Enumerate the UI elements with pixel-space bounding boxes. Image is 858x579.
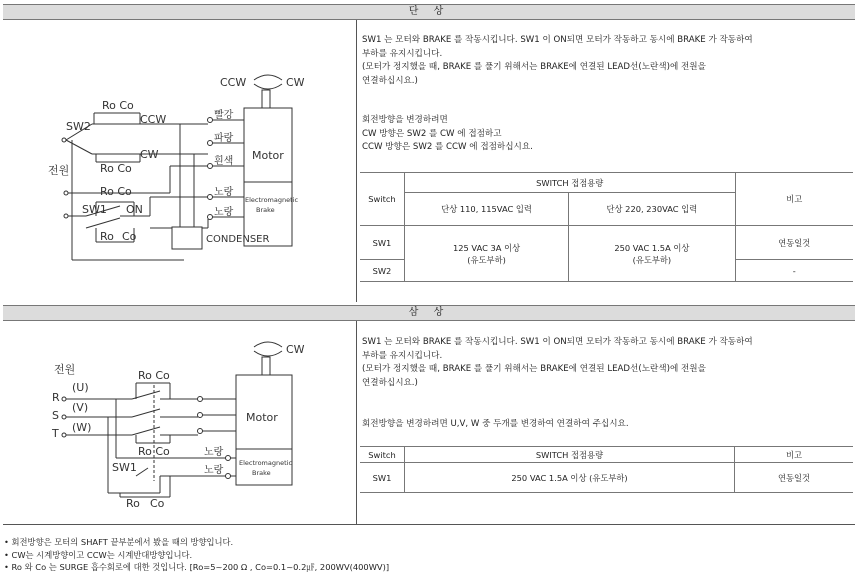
single-description: SW1 는 모터와 BRAKE 를 작동시킵니다. SW1 이 ON되면 모터가 작동하고 동시에 BRAKE 가 작동하여 부하를 유지시킵니다. (모터가 정지했을 때, BRAKE 를 풀기 위해서는 BRAKE에 연결된 LEAD선(노란색)에 전원을 연결하십시요.) (362, 35, 753, 86)
roco-label-3p: Ro Co (138, 369, 170, 382)
sw1-label: SW1 (82, 203, 107, 216)
yellow-label-3p-2: 노랑 (204, 465, 224, 476)
u-label: (U) (72, 381, 89, 394)
power-label-3p: 전원 (54, 363, 76, 376)
cw-label: CW (286, 76, 305, 89)
roco-label-3: Ro Co (100, 185, 132, 198)
motor-label-3p: Motor (246, 411, 278, 424)
note-1: • 회전방향은 모터의 SHAFT 끝부분에서 봤을 때의 방향입니다. (4, 537, 234, 547)
roco-label-3p-2: Ro Co (138, 445, 170, 458)
note-2: • CW는 시계방향이고 CCW는 시계반대방향입니다. (4, 549, 193, 560)
sw2-label: SW2 (66, 120, 91, 133)
sw1-label-3p: SW1 (112, 461, 137, 474)
section-divider-2 (356, 321, 357, 524)
ro-label: Ro (100, 230, 114, 243)
red-label: 빨강 (214, 110, 234, 121)
co-label-3p: Co (150, 497, 165, 510)
single-phase-wiring-diagram (0, 20, 356, 302)
cw-contact-label: CW (140, 148, 159, 161)
brake-label-1: Electromagnetic (245, 196, 299, 204)
roco-label-2: Ro Co (100, 162, 132, 175)
three-phase-wiring-diagram (0, 321, 356, 521)
yellow-label-2: 노랑 (214, 207, 234, 218)
single-phase-header: 단 상 (3, 4, 855, 20)
brake-label-2: Brake (256, 206, 275, 214)
section-divider (356, 20, 357, 302)
brake-label-3p-1: Electromagnetic (239, 459, 293, 467)
sw1-capacity-220: 250 VAC 1.5A 이상 (유도부하) (569, 226, 735, 282)
v-label: (V) (72, 401, 89, 414)
single-switch-table: Switch SWITCH 접점용량 비고 단상 110, 115VAC 입력 단상 220, 230VAC 입력 SW1 125 VAC 3A 이상 (유도부하) 250 VAC 1.5A 이상 (유도부하) 연동일것 SW2 - (360, 172, 853, 282)
s-label: S (52, 409, 59, 422)
sw1-capacity-110: 125 VAC 3A 이상 (유도부하) (404, 226, 568, 282)
motor-label: Motor (252, 149, 284, 162)
power-label: 전원 (48, 164, 70, 177)
ccw-label: CCW (220, 76, 247, 89)
three-direction-text: 회전방향을 변경하려면 U,V, W 중 두개를 변경하여 연결하여 주십시요. (362, 419, 629, 429)
blue-label: 파랑 (214, 133, 234, 144)
t-label: T (52, 427, 59, 440)
bottom-rule (3, 524, 855, 525)
single-direction-text: 회전방향을 변경하려면 CW 방향은 SW2 를 CW 에 접점하고 CCW 방향은 SW2 를 CCW 에 접점하십시요. (362, 115, 533, 153)
ccw-contact-label: CCW (140, 113, 167, 126)
three-description: SW1 는 모터와 BRAKE 를 작동시킵니다. SW1 이 ON되면 모터가 작동하고 동시에 BRAKE 가 작동하여 부하를 유지시킵니다. (모터가 정지했을 때, BRAKE 를 풀기 위해서는 BRAKE에 연결된 LEAD선(노란색)에 전원을 연결하십시요.) (362, 337, 753, 388)
cw-label-3p: CW (286, 343, 305, 356)
on-label: ON (126, 203, 143, 216)
condenser-label: CONDENSER (206, 234, 270, 245)
note-3: • Ro 와 Co 는 SURGE 흡수회로에 대한 것입니다. [Ro=5~200 Ω , Co=0.1~0.2㎌, 200WV(400WV)] (4, 562, 390, 573)
roco-label: Ro Co (102, 99, 134, 112)
three-switch-table: Switch SWITCH 접점용량 비고 SW1 250 VAC 1.5A 이상 (유도부하) 연동일것 (360, 446, 853, 493)
yellow-label-1: 노랑 (214, 187, 234, 198)
yellow-label-3p-1: 노랑 (204, 447, 224, 458)
w-label: (W) (72, 421, 92, 434)
three-phase-header: 삼 상 (3, 305, 855, 321)
ro-label-3p: Ro (126, 497, 140, 510)
co-label: Co (122, 230, 137, 243)
white-label: 흰색 (214, 156, 234, 167)
notes (4, 536, 389, 574)
r-label: R (52, 391, 60, 404)
brake-label-3p-2: Brake (252, 469, 271, 477)
